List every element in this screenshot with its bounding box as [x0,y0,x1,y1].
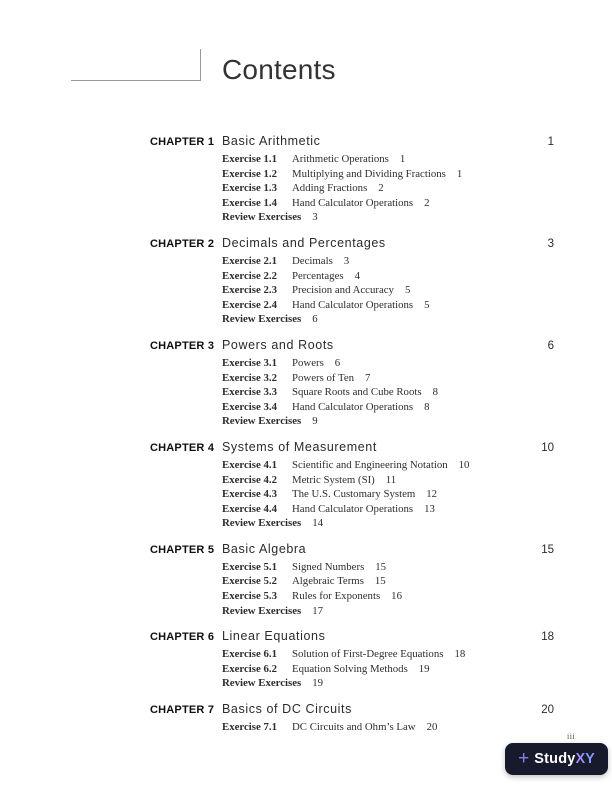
exercise-row [222,458,554,473]
exercise-title: Square Roots and Cube Roots [292,386,422,399]
toc-chapter [150,439,554,531]
toc-chapter [150,235,554,327]
exercise-page-number: 6 [312,313,318,326]
exercise-label: Exercise 3.3 [222,386,277,399]
title-rule-horizontal [71,80,200,81]
review-exercises-row [222,516,554,531]
exercise-label: Exercise 4.1 [222,458,277,471]
chapter-page-number: 3 [547,237,554,250]
exercise-title: Powers of Ten [292,371,355,384]
chapter-heading [150,701,554,718]
exercise-label: Exercise 3.4 [222,400,277,413]
exercise-page-number: 5 [404,284,411,297]
chapter-label: CHAPTER 5 [150,543,215,556]
toc-chapter [150,628,554,691]
exercise-row [222,720,554,735]
chapter-heading [150,235,554,252]
exercise-page-number: 7 [365,371,371,384]
exercise-page-number: 9 [312,415,318,428]
exercise-title: Hand Calculator Operations [292,298,414,311]
exercise-title: Algebraic Terms [292,575,364,588]
chapter-title: Basics of DC Circuits [222,702,352,717]
chapter-page-number: 1 [547,136,554,148]
exercise-page-number: 4 [354,269,360,282]
chapter-label: CHAPTER 4 [150,441,215,454]
exercise-row [222,254,554,269]
exercise-title: Percentages [292,269,344,282]
chapter-label: CHAPTER 6 [150,631,215,644]
review-exercises-row [222,414,554,429]
exercise-row [222,283,554,298]
exercise-title: Solution of First-Degree Equations [292,648,444,661]
exercise-page-number: 18 [454,648,466,661]
chapter-heading [150,133,554,150]
exercise-label: Exercise 3.1 [222,356,277,369]
exercise-page-number: 2 [424,196,430,209]
exercise-label: Exercise 5.2 [222,575,277,588]
exercise-title: DC Circuits and Ohm’s Law [292,721,416,734]
exercise-page-number: 1 [456,167,463,180]
exercise-page-number: 1 [399,153,406,165]
exercise-page-number: 11 [385,473,397,486]
exercise-page-number: 6 [334,356,341,369]
exercise-label: Exercise 2.2 [222,269,277,282]
exercise-label: Exercise 5.1 [222,560,277,573]
exercise-label: Review Exercises [222,517,302,530]
exercise-label: Exercise 3.2 [222,371,277,384]
exercise-label: Review Exercises [222,604,302,617]
exercise-label: Exercise 2.1 [222,254,277,267]
exercise-row [222,167,554,182]
exercise-label: Exercise 4.3 [222,488,277,501]
exercise-page-number: 16 [391,590,402,603]
toc-chapter [150,701,554,735]
exercise-title: Signed Numbers [292,560,365,573]
exercise-label: Exercise 1.4 [222,196,277,209]
exercise-page-number: 8 [432,386,438,399]
exercise-page-number: 15 [375,560,387,573]
chapter-label: CHAPTER 3 [150,339,215,352]
exercise-label: Exercise 1.2 [222,167,277,180]
page-title: Contents [222,54,336,85]
exercise-label: Review Exercises [222,211,302,224]
exercise-row [222,502,554,517]
exercise-row [222,647,554,662]
exercise-label: Review Exercises [222,313,302,326]
table-of-contents [150,133,554,745]
exercise-row [222,487,554,502]
logo-text-study: Study [534,751,576,767]
chapter-title: Basic Algebra [222,541,307,556]
exercise-label: Exercise 4.2 [222,473,277,486]
exercise-page-number: 2 [378,182,384,195]
exercise-title: Scientific and Engineering Notation [292,458,448,471]
exercise-title: Hand Calculator Operations [292,502,414,515]
exercise-page-number: 13 [424,502,435,515]
exercise-label: Exercise 7.1 [222,721,277,734]
chapter-page-number: 10 [541,441,554,454]
chapter-title: Basic Arithmetic [222,134,321,148]
exercise-row [222,560,554,575]
exercise-title: Hand Calculator Operations [292,400,414,413]
exercise-title: Arithmetic Operations [292,153,389,165]
exercise-page-number: 8 [424,400,430,413]
exercise-label: Exercise 2.3 [222,284,277,297]
exercise-row [222,574,554,589]
review-exercises-row [222,676,554,691]
exercise-page-number: 15 [374,575,386,588]
exercise-title: Precision and Accuracy [292,284,394,297]
exercise-row [222,371,554,386]
exercise-label: Exercise 6.2 [222,662,277,675]
exercise-page-number: 19 [418,662,430,675]
page-number-roman: iii [567,732,576,741]
exercise-label: Exercise 1.3 [222,182,277,195]
review-exercises-row [222,312,554,327]
exercise-label: Exercise 2.4 [222,298,277,311]
chapter-page-number: 6 [547,339,554,352]
chapter-page-number: 15 [541,543,554,556]
exercise-row [222,356,554,371]
chapter-label: CHAPTER 1 [150,136,215,148]
toc-chapter [150,337,554,429]
exercise-row [222,589,554,604]
exercise-page-number: 10 [458,458,470,471]
exercise-row [222,662,554,677]
exercise-row [222,181,554,196]
exercise-label: Review Exercises [222,677,302,690]
chapter-label: CHAPTER 2 [150,237,215,250]
exercise-title: Rules for Exponents [292,590,381,603]
exercise-page-number: 20 [426,721,438,734]
exercise-page-number: 5 [424,298,430,311]
chapter-heading [150,628,554,645]
exercise-title: Decimals [292,254,333,267]
title-rule-vertical [200,49,201,81]
chapter-page-number: 18 [541,631,554,644]
exercise-page-number: 19 [312,677,324,690]
exercise-title: Hand Calculator Operations [292,196,414,209]
exercise-row [222,473,554,488]
exercise-title: Metric System (SI) [292,473,375,486]
plus-icon: + [518,747,530,769]
exercise-page-number: 17 [312,604,324,617]
exercise-title: Multiplying and Dividing Fractions [292,167,446,180]
chapter-heading [150,337,554,354]
exercise-row [222,298,554,313]
exercise-label: Exercise 4.4 [222,502,277,515]
exercise-page-number: 12 [426,488,438,501]
exercise-row [222,196,554,211]
exercise-title: The U.S. Customary System [292,488,416,501]
exercise-title: Equation Solving Methods [292,662,408,675]
toc-chapter [150,133,554,225]
chapter-heading [150,439,554,456]
chapter-label: CHAPTER 7 [150,704,215,717]
exercise-row [222,385,554,400]
review-exercises-row [222,604,554,619]
chapter-title: Powers and Roots [222,337,334,352]
chapter-title: Decimals and Percentages [222,235,386,250]
logo-text-xy: XY [575,751,595,767]
chapter-title: Linear Equations [222,629,326,644]
exercise-title: Adding Fractions [292,182,368,195]
exercise-label: Exercise 1.1 [222,153,277,165]
exercise-row [222,400,554,415]
exercise-label: Exercise 5.3 [222,590,277,603]
exercise-label: Review Exercises [222,415,302,428]
exercise-row [222,152,554,167]
chapter-page-number: 20 [541,704,554,717]
exercise-page-number: 3 [312,211,318,224]
exercise-label: Exercise 6.1 [222,648,277,661]
studyxy-logo[interactable] [505,743,608,775]
toc-chapter [150,541,554,618]
chapter-heading [150,541,554,558]
review-exercises-row [222,210,554,225]
exercise-row [222,269,554,284]
exercise-page-number: 3 [343,254,350,267]
exercise-title: Powers [292,356,324,369]
exercise-page-number: 14 [312,517,324,530]
chapter-title: Systems of Measurement [222,439,377,454]
